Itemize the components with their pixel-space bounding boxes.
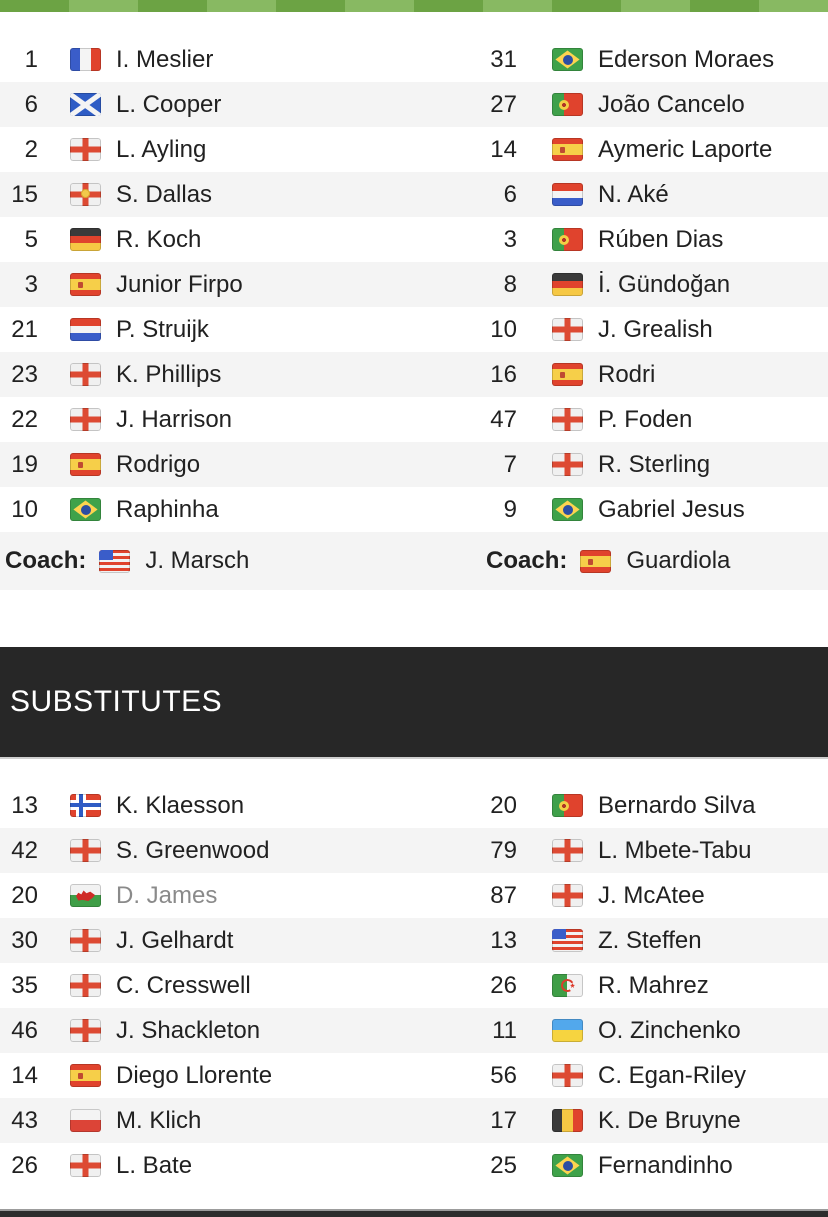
player-row [0, 127, 828, 172]
home-player[interactable] [0, 361, 414, 389]
portugal-flag-icon [552, 93, 583, 116]
france-flag-icon [70, 48, 101, 71]
shirt-number: 79 [490, 836, 517, 864]
player-row [0, 442, 828, 487]
player-name: J. Gelhardt [116, 926, 234, 954]
shirt-number: 17 [490, 1106, 517, 1134]
away-player[interactable] [414, 181, 828, 209]
player-name: Diego Llorente [116, 1061, 273, 1089]
next-section-header-edge [0, 1211, 828, 1217]
spain-flag-icon [70, 273, 101, 296]
home-substitute[interactable] [0, 882, 414, 910]
away-substitute[interactable] [414, 927, 828, 955]
brazil-flag-icon [70, 498, 101, 521]
player-row [0, 217, 828, 262]
player-name: Gabriel Jesus [598, 495, 745, 523]
player-row [0, 397, 828, 442]
england-flag-icon [552, 884, 583, 907]
player-name: Fernandinho [598, 1151, 733, 1179]
england-flag-icon [552, 839, 583, 862]
england-flag-icon [70, 408, 101, 431]
england-flag-icon [552, 453, 583, 476]
player-name: R. Sterling [598, 450, 711, 478]
shirt-number: 30 [11, 926, 38, 954]
player-name: L. Bate [116, 1151, 193, 1179]
player-name: M. Klich [116, 1106, 202, 1134]
player-row [0, 37, 828, 82]
shirt-number: 3 [503, 225, 517, 253]
shirt-number: 10 [490, 315, 517, 343]
shirt-number: 43 [11, 1106, 38, 1134]
germany-flag-icon [70, 228, 101, 251]
shirt-number: 10 [11, 495, 38, 523]
away-coach-label: Coach: [486, 547, 568, 574]
home-substitute[interactable] [0, 1107, 414, 1135]
algeria-flag-icon [552, 974, 583, 997]
shirt-number: 26 [490, 971, 517, 999]
player-name: K. Phillips [116, 360, 222, 388]
shirt-number: 47 [490, 405, 517, 433]
home-substitute[interactable] [0, 837, 414, 865]
away-player[interactable] [414, 271, 828, 299]
shirt-number: 2 [24, 135, 38, 163]
player-name: João Cancelo [598, 90, 745, 118]
shirt-number: 19 [11, 450, 38, 478]
shirt-number: 31 [490, 45, 517, 73]
shirt-number: 11 [492, 1016, 517, 1044]
player-name: S. Greenwood [116, 836, 270, 864]
shirt-number: 6 [24, 90, 38, 118]
england-flag-icon [552, 1064, 583, 1087]
shirt-number: 15 [11, 180, 38, 208]
player-name: R. Mahrez [598, 971, 709, 999]
substitute-row [0, 783, 828, 828]
home-player[interactable] [0, 136, 414, 164]
player-name: Rodrigo [116, 450, 201, 478]
substitute-row [0, 1143, 828, 1188]
spain-flag-icon [580, 550, 611, 573]
player-name: P. Foden [598, 405, 693, 433]
player-name: O. Zinchenko [598, 1016, 741, 1044]
player-name: J. Shackleton [116, 1016, 261, 1044]
home-substitute[interactable] [0, 927, 414, 955]
away-player[interactable] [414, 496, 828, 524]
away-substitute[interactable] [414, 882, 828, 910]
player-name: Rodri [598, 360, 656, 388]
home-coach-label: Coach: [5, 547, 87, 574]
germany-flag-icon [552, 273, 583, 296]
brazil-flag-icon [552, 48, 583, 71]
coach-row [0, 532, 828, 590]
home-player[interactable] [0, 451, 414, 479]
england-flag-icon [70, 363, 101, 386]
shirt-number: 16 [490, 360, 517, 388]
player-name: İ. Gündoğan [598, 270, 731, 298]
player-row [0, 82, 828, 127]
substitutes-header-label: SUBSTITUTES [10, 685, 223, 718]
england-flag-icon [552, 318, 583, 341]
england-flag-icon [70, 138, 101, 161]
player-name: Z. Steffen [598, 926, 702, 954]
substitute-row [0, 918, 828, 963]
ukraine-flag-icon [552, 1019, 583, 1042]
home-coach-name[interactable]: J. Marsch [145, 547, 250, 574]
england-flag-icon [70, 974, 101, 997]
brazil-flag-icon [552, 1154, 583, 1177]
player-name: C. Egan-Riley [598, 1061, 747, 1089]
away-player[interactable] [414, 406, 828, 434]
player-name: Ederson Moraes [598, 45, 775, 73]
home-player[interactable] [0, 316, 414, 344]
player-name: N. Aké [598, 180, 669, 208]
home-substitute[interactable] [0, 1062, 414, 1090]
portugal-flag-icon [552, 794, 583, 817]
player-name: Bernardo Silva [598, 791, 756, 819]
away-substitute[interactable] [414, 1107, 828, 1135]
player-name: Raphinha [116, 495, 219, 523]
england-flag-icon [70, 839, 101, 862]
home-player[interactable] [0, 496, 414, 524]
shirt-number: 25 [490, 1151, 517, 1179]
substitute-row [0, 1008, 828, 1053]
england-flag-icon [70, 929, 101, 952]
substitute-row [0, 1098, 828, 1143]
starting-lineups-table [0, 37, 828, 532]
home-player[interactable] [0, 91, 414, 119]
away-player[interactable] [414, 46, 828, 74]
away-substitute[interactable] [414, 1062, 828, 1090]
player-row [0, 307, 828, 352]
home-substitute[interactable] [0, 1152, 414, 1180]
shirt-number: 27 [490, 90, 517, 118]
home-substitute[interactable] [0, 972, 414, 1000]
spain-flag-icon [552, 138, 583, 161]
away-player[interactable] [414, 226, 828, 254]
shirt-number: 26 [11, 1151, 38, 1179]
away-substitute[interactable] [414, 1152, 828, 1180]
player-row [0, 352, 828, 397]
shirt-number: 20 [490, 791, 517, 819]
shirt-number: 20 [11, 881, 38, 909]
player-name: S. Dallas [116, 180, 213, 208]
away-substitute[interactable] [414, 972, 828, 1000]
player-name: L. Ayling [116, 135, 207, 163]
substitute-row [0, 963, 828, 1008]
usa-flag-icon [99, 550, 130, 573]
shirt-number: 46 [11, 1016, 38, 1044]
northern-ireland-flag-icon [70, 183, 101, 206]
spain-flag-icon [552, 363, 583, 386]
brazil-flag-icon [552, 498, 583, 521]
away-substitute[interactable] [414, 792, 828, 820]
section-divider [0, 757, 828, 759]
home-coach[interactable] [0, 547, 414, 575]
player-row [0, 262, 828, 307]
away-player[interactable] [414, 136, 828, 164]
shirt-number: 42 [11, 836, 38, 864]
away-player[interactable] [414, 451, 828, 479]
shirt-number: 1 [24, 45, 38, 73]
home-player[interactable] [0, 406, 414, 434]
shirt-number: 6 [503, 180, 517, 208]
spain-flag-icon [70, 453, 101, 476]
player-row [0, 172, 828, 217]
player-name: C. Cresswell [116, 971, 251, 999]
home-player[interactable] [0, 46, 414, 74]
belgium-flag-icon [552, 1109, 583, 1132]
scotland-flag-icon [70, 93, 101, 116]
away-coach[interactable] [414, 547, 828, 575]
player-name: P. Struijk [116, 315, 209, 343]
player-name: K. Klaesson [116, 791, 245, 819]
player-name: Junior Firpo [116, 270, 243, 298]
player-name: L. Mbete-Tabu [598, 836, 752, 864]
poland-flag-icon [70, 1109, 101, 1132]
shirt-number: 13 [490, 926, 517, 954]
shirt-number: 8 [503, 270, 517, 298]
away-player[interactable] [414, 91, 828, 119]
player-name: R. Koch [116, 225, 202, 253]
shirt-number: 35 [11, 971, 38, 999]
player-row [0, 487, 828, 532]
home-substitute[interactable] [0, 792, 414, 820]
home-player[interactable] [0, 226, 414, 254]
netherlands-flag-icon [552, 183, 583, 206]
player-name: K. De Bruyne [598, 1106, 741, 1134]
shirt-number: 21 [11, 315, 38, 343]
shirt-number: 3 [24, 270, 38, 298]
player-name: Aymeric Laporte [598, 135, 773, 163]
england-flag-icon [70, 1154, 101, 1177]
substitute-row [0, 828, 828, 873]
substitutes-section-header [0, 647, 828, 757]
shirt-number: 7 [503, 450, 517, 478]
shirt-number: 9 [503, 495, 517, 523]
shirt-number: 13 [11, 791, 38, 819]
netherlands-flag-icon [70, 318, 101, 341]
portugal-flag-icon [552, 228, 583, 251]
spain-flag-icon [70, 1064, 101, 1087]
away-substitute[interactable] [414, 1017, 828, 1045]
shirt-number: 87 [490, 881, 517, 909]
substitute-row [0, 1053, 828, 1098]
usa-flag-icon [552, 929, 583, 952]
away-player[interactable] [414, 361, 828, 389]
norway-flag-icon [70, 794, 101, 817]
shirt-number: 14 [11, 1061, 38, 1089]
home-player[interactable] [0, 181, 414, 209]
home-substitute[interactable] [0, 1017, 414, 1045]
shirt-number: 23 [11, 360, 38, 388]
away-substitute[interactable] [414, 837, 828, 865]
next-section-top-edge [0, 1209, 828, 1217]
home-player[interactable] [0, 271, 414, 299]
shirt-number: 56 [490, 1061, 517, 1089]
away-player[interactable] [414, 316, 828, 344]
england-flag-icon [552, 408, 583, 431]
shirt-number: 22 [11, 405, 38, 433]
substitutes-table [0, 783, 828, 1188]
shirt-number: 5 [24, 225, 38, 253]
player-name: I. Meslier [116, 45, 214, 73]
player-name: J. McAtee [598, 881, 705, 909]
shirt-number: 14 [490, 135, 517, 163]
player-name: Rúben Dias [598, 225, 724, 253]
england-flag-icon [70, 1019, 101, 1042]
substitute-row [0, 873, 828, 918]
team-color-stripes [0, 0, 828, 12]
player-name: L. Cooper [116, 90, 222, 118]
player-name: J. Harrison [116, 405, 233, 433]
player-name: J. Grealish [598, 315, 713, 343]
away-coach-name[interactable]: Guardiola [626, 547, 731, 574]
player-name: D. James [116, 881, 218, 909]
wales-flag-icon [70, 884, 101, 907]
